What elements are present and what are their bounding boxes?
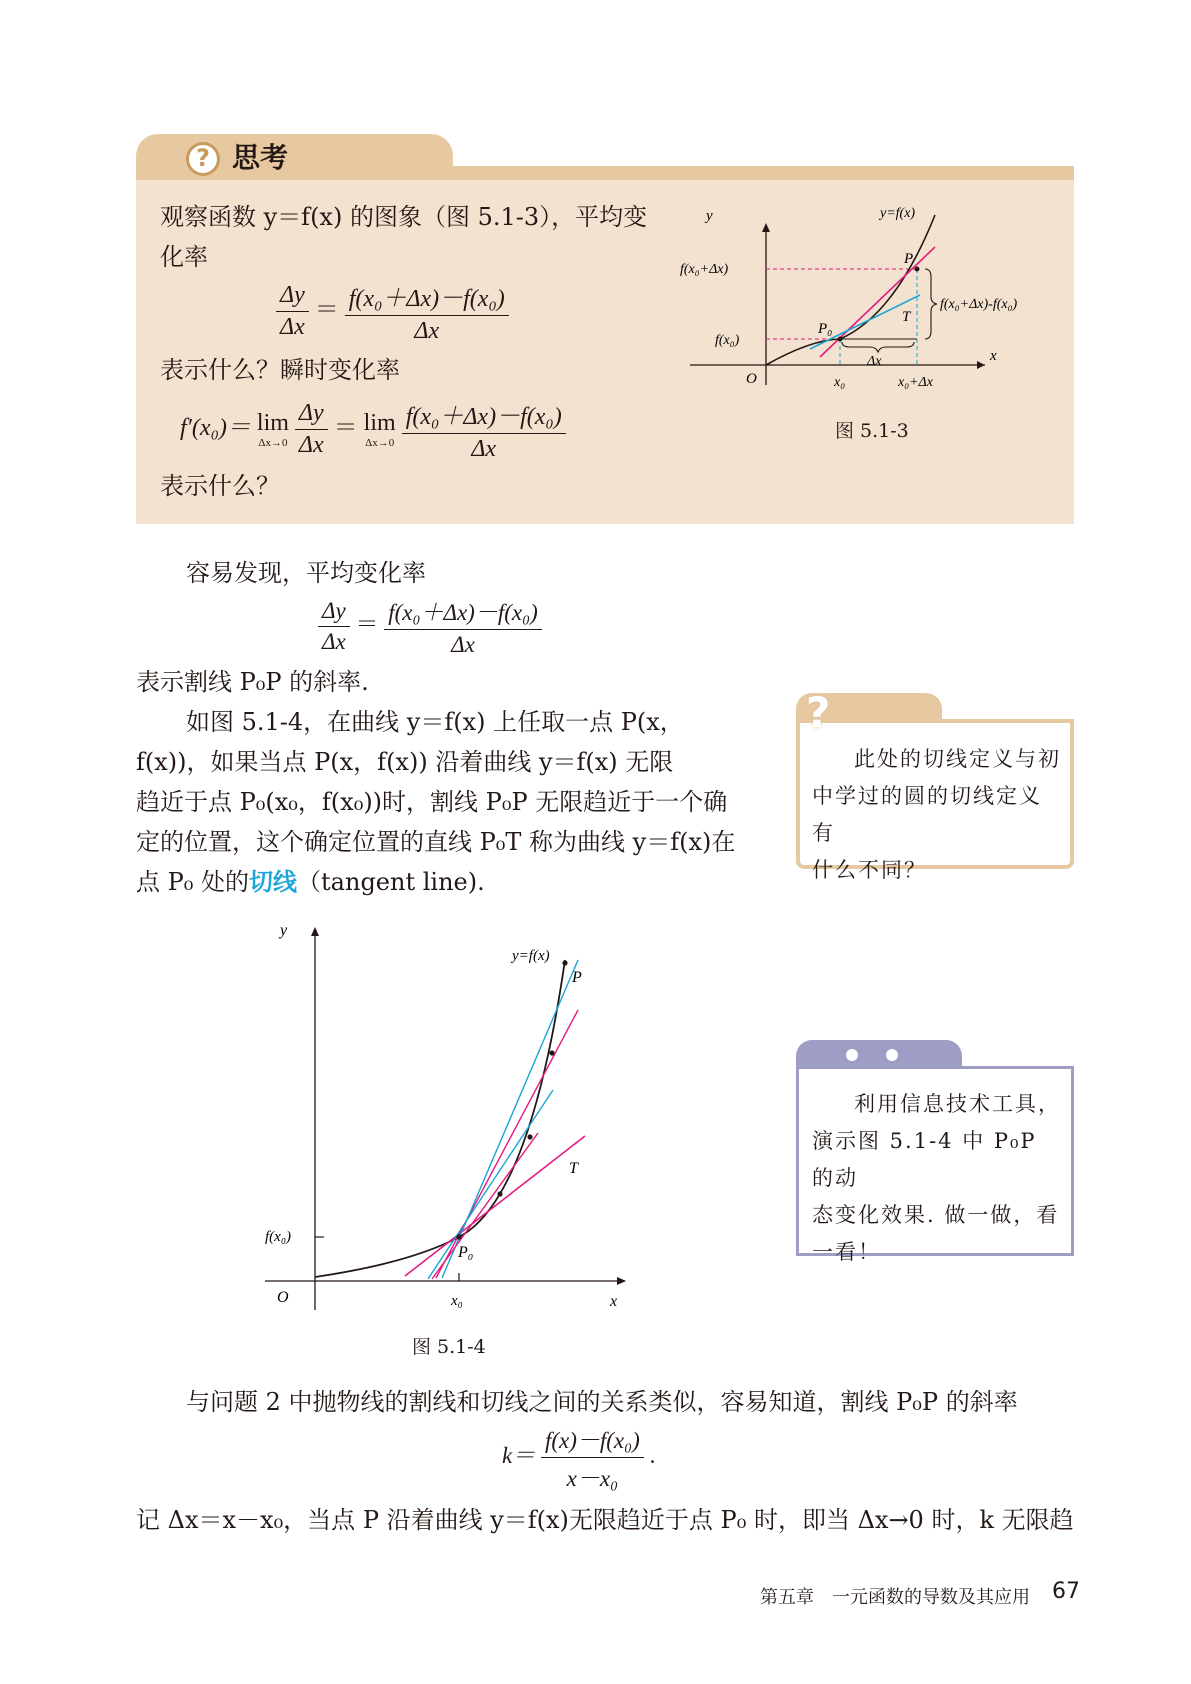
x-label: x — [610, 1293, 618, 1310]
curve-point-3 — [527, 1134, 532, 1139]
p0-point — [456, 1234, 461, 1239]
p-label: P — [572, 969, 582, 986]
x-arrow — [977, 361, 985, 369]
k-num: f(x)－f(x₀) — [541, 1422, 644, 1458]
body-p2: 表示割线 P₀P 的斜率. — [136, 668, 369, 696]
note2-line-2: 演示图 5.1-4 中 P₀P 的动 — [812, 1129, 1037, 1190]
footer-chapter: 第五章 一元函数的导数及其应用 — [760, 1587, 1030, 1608]
lim-sub: Δx→0 — [258, 437, 288, 449]
figure-5-1-4 — [260, 915, 640, 1315]
k-lhs: k＝ — [502, 1442, 536, 1468]
note1-line-1: 此处的切线定义与初 — [854, 747, 1061, 771]
ylabel-bottom: f(x₀) — [715, 333, 740, 348]
think-p3: 表示什么？ — [160, 472, 280, 500]
xlabel-x0: x₀ — [834, 375, 846, 390]
p3-line-3: 趋近于点 P₀(x₀，f(x₀))时，割线 P₀P 无限趋近于一个确 — [136, 788, 728, 816]
secant-cyan-1 — [442, 960, 578, 1278]
ylabel-fx0: f(x₀) — [265, 1229, 292, 1245]
frac-den: Δx — [414, 318, 440, 344]
y-arrow — [762, 223, 770, 232]
think-p1-text: 观察函数 y＝f(x) 的图象（图 5.1-3），平均变化率 — [160, 203, 648, 271]
think-p2: 表示什么？瞬时变化率 — [160, 356, 400, 384]
y-label: y — [280, 922, 288, 939]
note2-text — [812, 1086, 1062, 1271]
ylabel-top: f(x₀+Δx) — [680, 262, 729, 277]
p-point — [562, 960, 567, 965]
think-p1 — [160, 197, 670, 277]
frac-num: f(x₀＋Δx)－f(x₀) — [345, 278, 509, 316]
curve-point-2 — [549, 1050, 554, 1055]
p0-point — [838, 337, 843, 342]
question-mark-icon: ? — [806, 688, 831, 737]
xlabel-x0dx: x₀+Δx — [898, 375, 933, 390]
secant-magenta-4 — [432, 1133, 538, 1279]
brace-vertical — [925, 269, 937, 339]
note1-text — [812, 741, 1062, 889]
curve — [315, 960, 565, 1277]
dy: Δy — [276, 282, 309, 312]
question-icon: ? — [186, 142, 220, 176]
curve — [766, 215, 935, 365]
derivative-formula: f′(x₀)＝ lim Δx→0 $\frac{\Delta y}{\Delta x}$ ＝ lim Δx→0 $\frac{\text{f(x₀＋Δx)－f(x₀)}}{\Delta x}$ — [180, 396, 566, 463]
fig1-caption: 图 5.1-3 — [835, 420, 909, 442]
dy-3: Δy — [318, 598, 350, 627]
think-title: 思考 — [232, 141, 289, 174]
note2-line-4: 一看！ — [812, 1240, 881, 1264]
p-label: P — [904, 251, 914, 267]
p3-line-5 — [136, 862, 776, 902]
lim: lim — [256, 410, 289, 436]
fprime: f′(x₀)＝ — [180, 415, 251, 442]
p3-pre: 点 P₀ 处的 — [136, 868, 250, 896]
k-den: x－x₀ — [566, 1466, 619, 1491]
avg-rate-formula: $\frac{\Delta y}{\Delta x}$ ＝ $\frac{\text{f(x₀＋Δx)－f(x₀)}}{\Delta x}$ — [276, 278, 509, 345]
curve-point-4 — [497, 1191, 502, 1196]
dx-2: Δx — [298, 432, 324, 458]
y-arrow — [311, 927, 319, 936]
p3-post: （tangent line). — [297, 868, 485, 896]
note2-line-3: 态变化效果. 做一做，看 — [812, 1203, 1060, 1227]
dx: Δx — [280, 314, 305, 340]
tab-dot-2 — [886, 1049, 898, 1061]
xlabel-x0: x₀ — [451, 1293, 463, 1309]
note1-line-2: 中学过的圆的切线定义有 — [812, 784, 1042, 845]
page-number: 67 — [1052, 1579, 1080, 1604]
figure-5-1-3 — [680, 205, 1080, 395]
x-label: x — [990, 348, 997, 364]
y-label: y — [706, 208, 713, 224]
note2-line-1: 利用信息技术工具， — [854, 1092, 1061, 1116]
p3-line-1: 如图 5.1-4，在曲线 y＝f(x) 上任取一点 P(x， — [186, 708, 684, 736]
frac-num-2: f(x₀＋Δx)－f(x₀) — [402, 396, 566, 434]
k-end: . — [649, 1442, 656, 1468]
x-arrow — [617, 1277, 626, 1285]
note1-line-3: 什么不同？ — [812, 858, 927, 882]
tangent-line-T — [405, 1136, 585, 1276]
fig2-caption: 图 5.1-4 — [412, 1336, 486, 1358]
brace-horizontal — [842, 342, 914, 352]
body-p4: 与问题 2 中抛物线的割线和切线之间的关系类似，容易知道，割线 P₀P 的斜率 — [186, 1388, 1018, 1416]
dy-2: Δy — [295, 400, 328, 430]
tab-dot-1 — [846, 1049, 858, 1061]
secant-cyan-3 — [428, 1090, 553, 1279]
body-p3 — [136, 702, 776, 902]
body-p1: 容易发现，平均变化率 — [186, 559, 426, 587]
frac-num-3: f(x₀＋Δx)－f(x₀) — [384, 594, 542, 630]
t-label: T — [569, 1160, 578, 1177]
t-label: T — [902, 309, 911, 325]
slope-formula — [502, 1422, 655, 1493]
p-point — [915, 267, 920, 272]
term-tangent: 切线 — [249, 867, 298, 896]
frac-den-2: Δx — [471, 436, 497, 462]
curve-label: y=f(x) — [880, 206, 916, 221]
body-p5: 记 Δx＝x－x₀，当点 P 沿着曲线 y＝f(x)无限趋近于点 P₀ 时，即当 Δx→0 时，k 无限趋 — [136, 1506, 1074, 1534]
origin-label: O — [746, 371, 757, 387]
lim-2: lim — [363, 410, 396, 436]
dx-label: Δx — [867, 354, 882, 369]
secant-line — [820, 247, 935, 357]
dx-3: Δx — [322, 628, 346, 654]
diff-label: f(x₀+Δx)-f(x₀) — [940, 297, 1018, 312]
p0-label: P₀ — [458, 1244, 474, 1261]
frac-den-3: Δx — [451, 632, 475, 657]
p3-line-2: f(x))，如果当点 P(x，f(x)) 沿着曲线 y＝f(x) 无限 — [136, 748, 674, 776]
curve-label: y=f(x) — [512, 948, 550, 964]
avg-rate-formula-2: $\frac{\Delta y}{\Delta x}$ ＝ $\frac{\text{f(x₀＋Δx)－f(x₀)}}{\Delta x}$ — [318, 594, 542, 658]
origin-label: O — [277, 1289, 289, 1306]
p3-line-4: 定的位置，这个确定位置的直线 P₀T 称为曲线 y＝f(x)在 — [136, 828, 736, 856]
lim-sub-2: Δx→0 — [365, 437, 395, 449]
p0-label: P₀ — [818, 321, 833, 337]
